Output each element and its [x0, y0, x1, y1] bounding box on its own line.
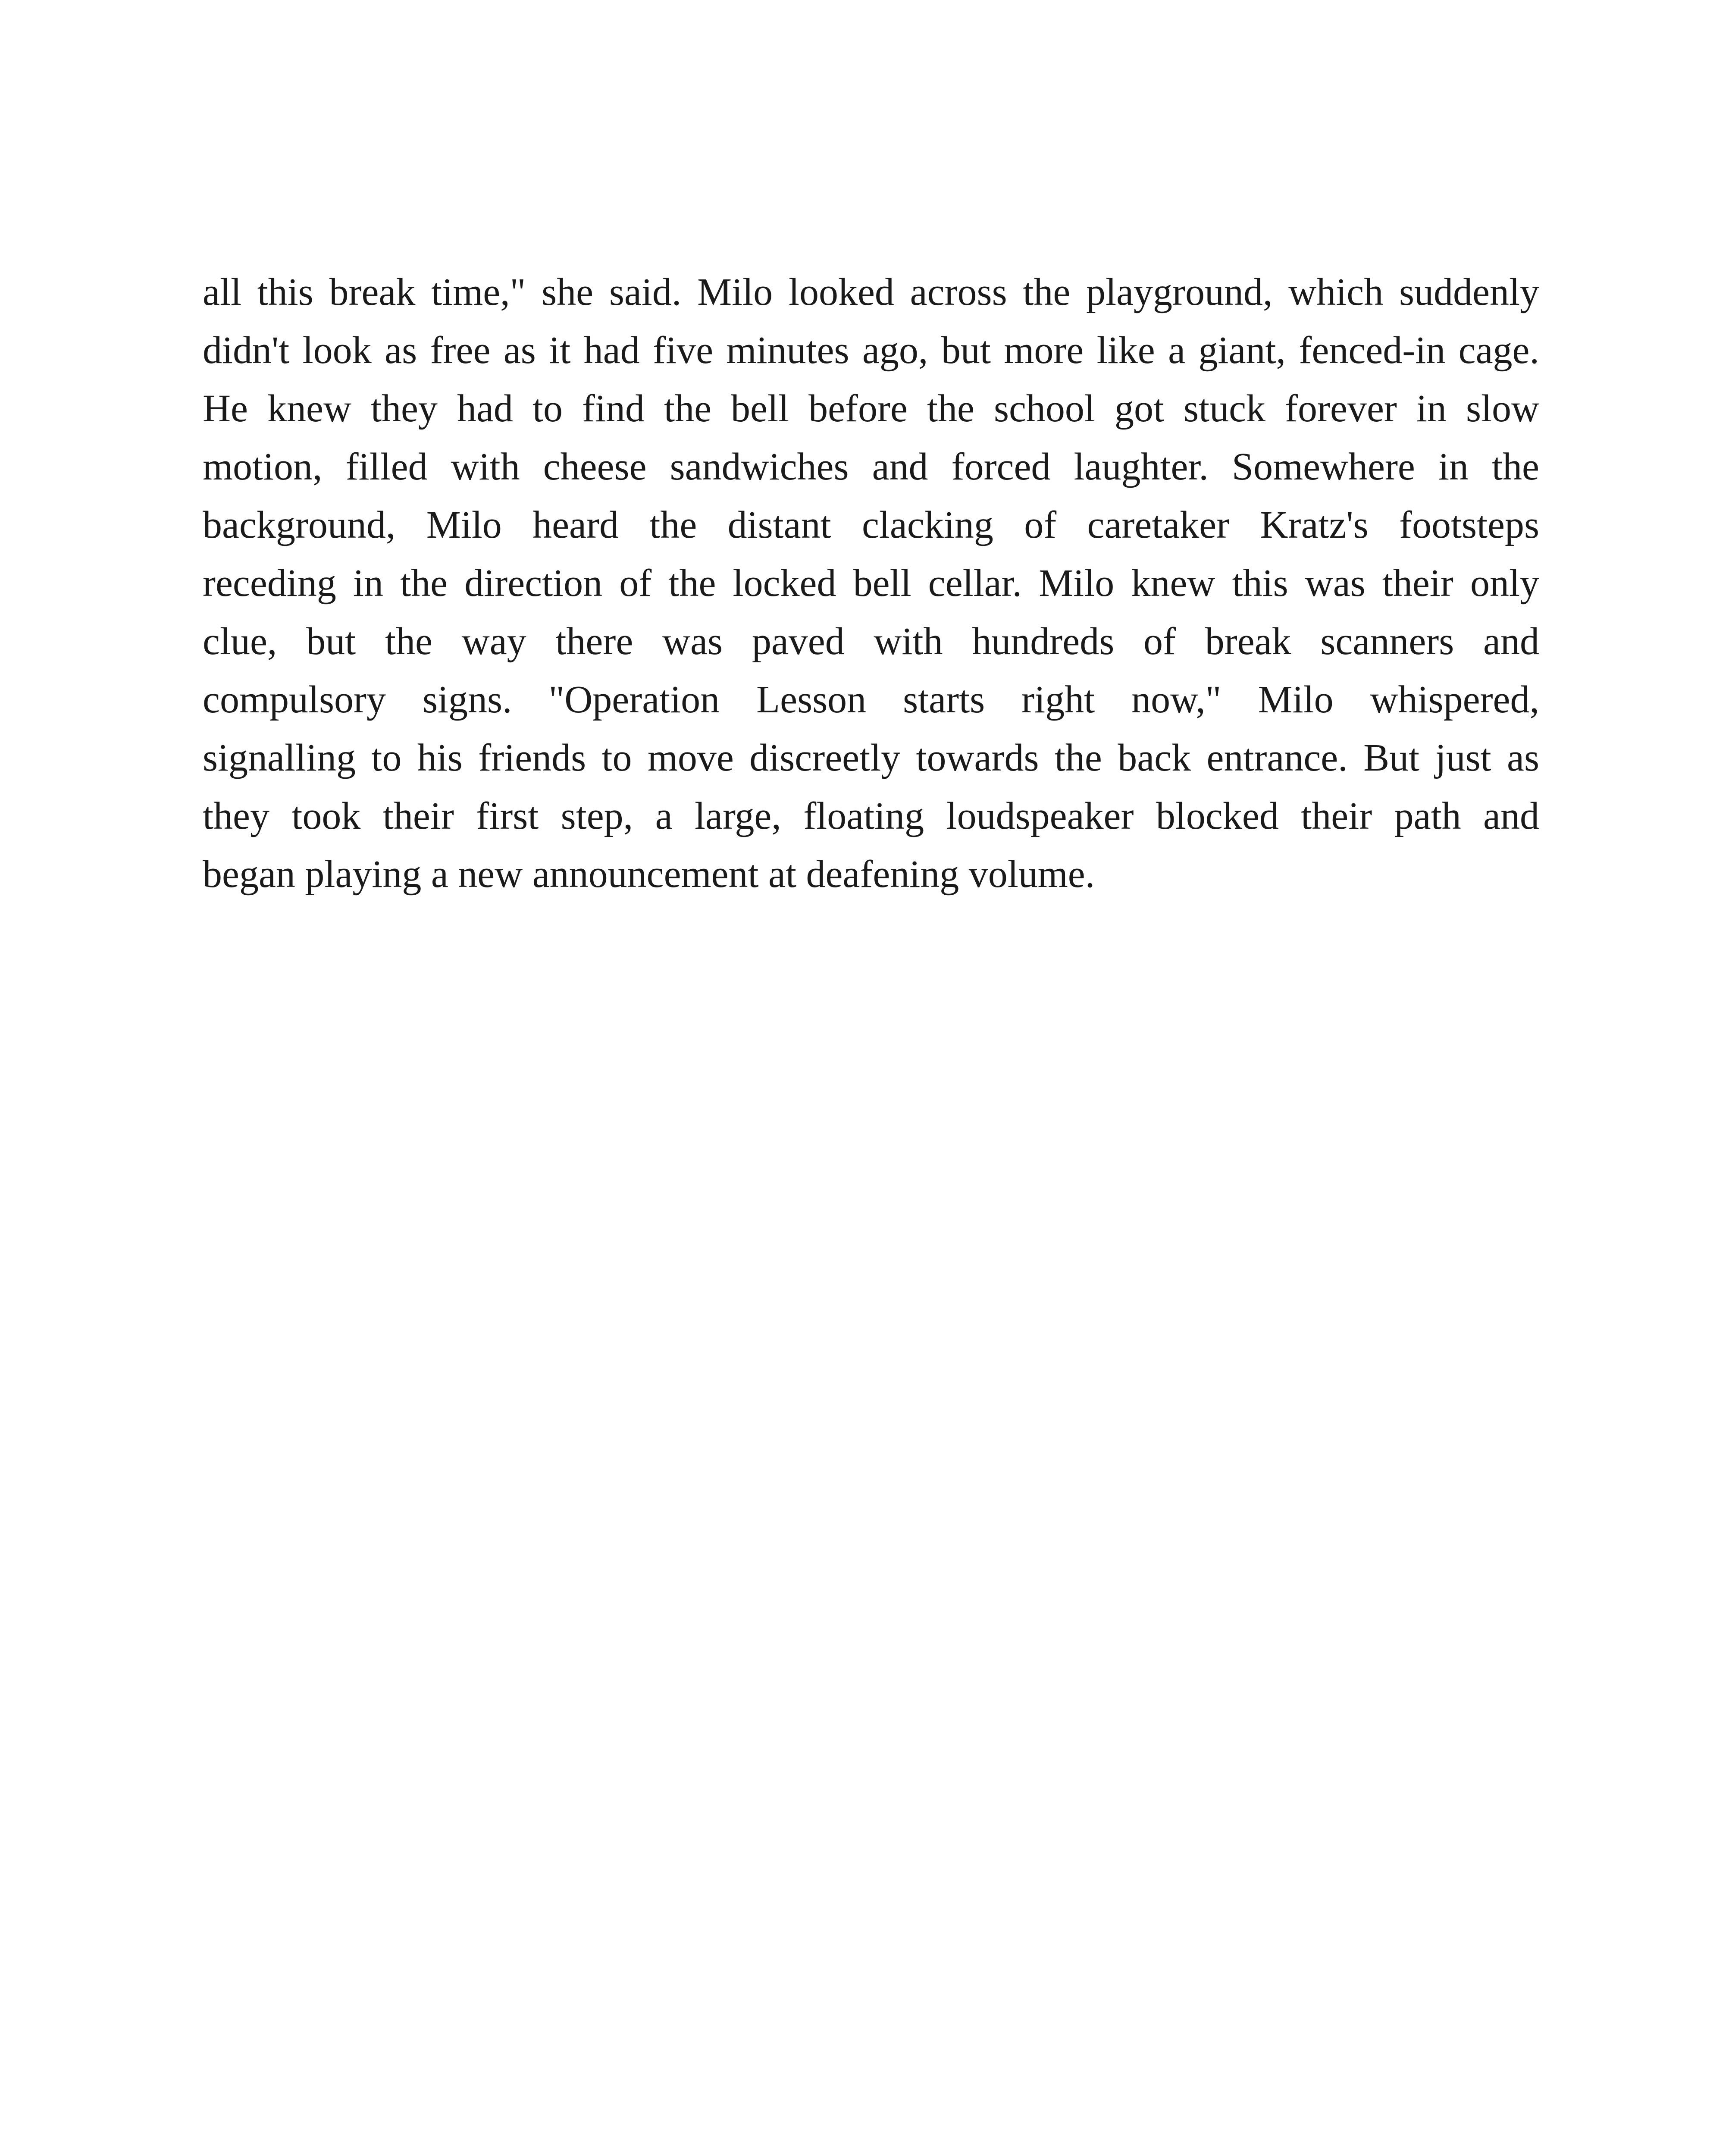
paragraph-line-10: they took their first step, a large, floating loudspeaker blocked their path and	[203, 795, 1539, 837]
paragraph-line-3: He knew they had to find the bell before the school got stuck forever in slow	[203, 387, 1539, 430]
paragraph-line-2: didn't look as free as it had five minutes ago, but more like a giant, fenced-in cage.	[203, 329, 1539, 372]
body-paragraph	[203, 263, 1539, 903]
paragraph-line-9: signalling to his friends to move discreetly towards the back entrance. But just as	[203, 736, 1539, 779]
paragraph-line-1: all this break time," she said. Milo looked across the playground, which suddenly	[203, 271, 1539, 313]
paragraph-line-4: motion, filled with cheese sandwiches and forced laughter. Somewhere in the	[203, 445, 1539, 488]
paragraph-line-6: receding in the direction of the locked bell cellar. Milo knew this was their only	[203, 562, 1539, 605]
paragraph-line-11: began playing a new announcement at deafening volume.	[203, 853, 1095, 896]
paragraph-line-5: background, Milo heard the distant clacking of caretaker Kratz's footsteps	[203, 504, 1539, 546]
paragraph-line-8: compulsory signs. "Operation Lesson starts right now," Milo whispered,	[203, 678, 1539, 721]
paragraph-line-7: clue, but the way there was paved with hundreds of break scanners and	[203, 620, 1539, 663]
